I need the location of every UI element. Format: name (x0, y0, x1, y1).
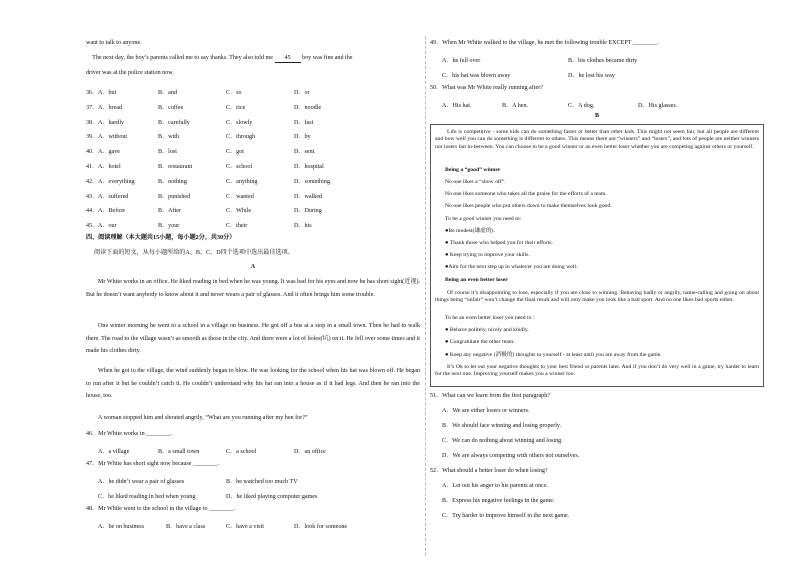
cloze-option-c[interactable]: C．got (226, 149, 244, 156)
q50-stem: 50．What was Mr White really running after? (430, 85, 543, 91)
cloze-option-b[interactable]: B．lost (158, 149, 177, 156)
good-winner-line: ● Thank those who helped you for their efforts. (445, 240, 553, 246)
good-winner-line: No one likes someone who takes all the praise for the efforts of a team. (445, 191, 607, 198)
q46-options (86, 446, 420, 454)
driver-line: driver was at the police station now. (86, 70, 174, 76)
q49-stem: 49．When Mr White walked to the village, he met the following trouble EXCEPT ________. (430, 40, 659, 46)
section-heading: 四、阅读理解（本大题共15小题，每小题2分，共30分） (86, 235, 236, 241)
column-divider (425, 36, 426, 556)
cloze-number: 43． (86, 193, 99, 200)
q52-option-b[interactable]: B．Express his negative feelings in the game. (442, 498, 555, 504)
q52-option-a[interactable]: A．Let out his anger to his parents at once. (442, 483, 549, 489)
q50-options (430, 100, 766, 108)
cloze-option-c[interactable]: C．school (226, 164, 253, 170)
cloze-row (86, 191, 420, 199)
cloze-row (86, 146, 420, 154)
good-winner-line: No one likes people who put others down to make themselves look good. (445, 203, 612, 210)
next-day-line: The next day, the boy’s parents called me to say thanks. They also told me 45 boy was fine and the (86, 55, 352, 63)
q50-option-a[interactable]: A．His hat. (442, 103, 472, 109)
better-loser-para: Of course it’s disappointing to lose, especially if you are close to winning. Behaving badly or angrily, name-calling and going on about things being “unfair” won’t change the final result and will only make you look like a bad sport. And no one likes bad sports either. (435, 290, 759, 304)
better-loser-line: ● Congratulate the other team. (445, 339, 515, 346)
good-winner-line: ●Be modest(谦虚的). (445, 227, 495, 234)
q50-option-b[interactable]: B．A hen. (502, 103, 529, 109)
cloze-number: 40． (86, 149, 99, 156)
good-winner-line: No one likes a “show off”. (445, 179, 506, 185)
cloze-option-c[interactable]: C．anything (226, 178, 258, 185)
cloze-option-d[interactable]: D．by (294, 134, 311, 141)
cloze-option-b[interactable]: B．restaurant (158, 164, 193, 170)
q48-options (86, 521, 420, 529)
cloze-option-a[interactable]: A．suffered (98, 193, 129, 200)
cloze-option-d[interactable]: D．hospital (294, 164, 324, 170)
good-winner-heading: Being a “good” winner (445, 167, 501, 173)
q46-option-b[interactable]: B．a small town (158, 449, 200, 455)
q52-option-c[interactable]: C．Try harder to improve himself in the next game. (442, 513, 570, 519)
cloze-option-a[interactable]: A．gave (98, 149, 120, 156)
q51-option-d[interactable]: D．We are always competing with others not ourselves. (442, 453, 580, 459)
cloze-option-a[interactable]: A．without (98, 134, 128, 141)
cloze-row (86, 161, 420, 169)
cloze-option-b[interactable]: B．your (158, 223, 180, 230)
q46-option-a[interactable]: A．a village (98, 449, 130, 455)
cloze-option-d[interactable]: D．his (294, 223, 312, 230)
cloze-option-b[interactable]: B．with (158, 134, 179, 141)
q49-option-d[interactable]: D．he lost his way (568, 73, 615, 79)
q49-option-b[interactable]: B．his clothes became dirty (568, 58, 638, 64)
cloze-option-b[interactable]: B．nothing (158, 178, 187, 185)
cloze-option-b[interactable]: B．carefully (158, 119, 190, 126)
cloze-option-d[interactable]: D．sent (294, 149, 315, 156)
better-loser-line: ● Behave politely, nicely and kindly. (445, 327, 529, 334)
passage-b-intro: Life is competitive - some kids can do something faster or better than other kids. This might not seem fair, but all people are different and how well you can do something is different to others. This means there are “winners” and “losers”, and lots of people are neither winners nor losers but in-between. You can choose to be a good winner or an even better loser whether you are competing against others or yourself. (435, 129, 759, 150)
q48-option-d[interactable]: D．look for someone (294, 524, 348, 530)
q46-option-d[interactable]: D．an office (294, 449, 326, 455)
passage-a-letter: A (250, 264, 256, 270)
cloze-number: 37． (86, 104, 99, 111)
passage-b-box (430, 124, 764, 387)
cloze-option-c[interactable]: C．While (226, 208, 252, 215)
cloze-number: 36． (86, 90, 99, 96)
cloze-row (86, 87, 420, 95)
intro-line: want to talk to anyone. (86, 40, 142, 46)
q48-stem: 48．Mr White went to the school in the village to ________. (86, 506, 235, 512)
good-winner-line: ●Aim for the next step up in whatever you are doing well. (445, 264, 578, 271)
q49-options-row1 (430, 55, 766, 63)
q49-options-row2 (430, 70, 766, 78)
q47-option-c[interactable]: C．he liked reading in bed when young (98, 494, 196, 500)
passage-a-para-3: When he got to the village, the wind suddenly began to blow. He was looking for the school when his hat was blown off. He began to run after it but he couldn’t catch it. He couldn’t understand why his hat ran into a house as if it had legs. And then he ran into the house, too. (86, 368, 420, 399)
cloze-option-b[interactable]: B．coffee (158, 104, 184, 111)
cloze-row (86, 102, 420, 110)
cloze-option-a[interactable]: A．but (98, 90, 117, 96)
cloze-option-d[interactable]: D．During (294, 208, 322, 215)
cloze-option-a[interactable]: A．bread (98, 104, 123, 111)
q51-option-b[interactable]: B．We should face winning and losing properly. (442, 423, 562, 429)
cloze-row (86, 176, 420, 184)
section-instruction: 阅读下面的短文，从每小题所给的A、B、C、D四个选项中选出最佳选项。 (94, 250, 294, 256)
q50-option-c[interactable]: C．A dog. (568, 103, 595, 109)
cloze-row (86, 117, 420, 125)
cloze-option-d[interactable]: D．fast (294, 119, 314, 126)
cloze-option-b[interactable]: B．After (158, 208, 182, 215)
passage-a-para-4: A woman stopped him and shouted angrily, “What are you running after my hen for?” (98, 415, 308, 421)
cloze-option-c[interactable]: C．so (226, 90, 242, 96)
cloze-number: 41． (86, 164, 99, 170)
cloze-row (86, 220, 420, 228)
cloze-option-d[interactable]: D．something (294, 178, 330, 185)
blank-45[interactable]: 45 (275, 55, 301, 63)
cloze-number: 42． (86, 178, 99, 185)
q49-option-c[interactable]: C．his hat was blown away (442, 73, 511, 79)
cloze-number: 38． (86, 119, 99, 126)
q47-stem: 47．Mr White has short sight now because ________. (86, 461, 219, 467)
cloze-option-a[interactable]: A．our (98, 223, 117, 230)
q48-option-b[interactable]: B．have a class (166, 524, 206, 530)
better-loser-heading: Being an even better loser (445, 277, 508, 283)
q48-option-a[interactable]: A．be on business (98, 524, 145, 530)
cloze-number: 44． (86, 208, 99, 215)
better-loser-line: To be an even better loser you need to : (445, 315, 535, 321)
cloze-option-c[interactable]: C．slowly (226, 119, 253, 126)
cloze-option-b[interactable]: B．punished (158, 193, 191, 200)
cloze-option-a[interactable]: A．hotel (98, 164, 121, 170)
passage-a-para-2: One winter morning he went to a school in a village on business. He got off a bus at a stop in a small town. Then he had to walk there. The road to the village wasn’t as smooth as those in the city. And there were a lot of holes(坑) on it. He fell over some times and it made his clothes dirty. (86, 323, 420, 354)
cloze-number: 45． (86, 223, 99, 230)
q47-option-b[interactable]: B．he watched too much TV (226, 479, 298, 485)
q46-stem: 46．Mr White works in ________. (86, 431, 173, 437)
passage-b-letter: B (594, 113, 600, 119)
q51-option-c[interactable]: C．We can do nothing about winning and losing. (442, 438, 563, 444)
better-loser-line: ● Keep any negative (消极的) thoughts to yourself - at least until you are away from the game. (445, 351, 662, 358)
cloze-option-a[interactable]: A．everything (98, 178, 135, 185)
good-winner-line: ● Keep trying to improve your skills. (445, 252, 530, 259)
cloze-option-a[interactable]: A．hardly (98, 119, 125, 126)
cloze-option-c[interactable]: C．wanted (226, 193, 254, 200)
cloze-option-c[interactable]: C．through (226, 134, 256, 141)
good-winner-line: To be a good winner you need to: (445, 215, 522, 222)
q51-option-a[interactable]: A．We are either losers or winners. (442, 408, 530, 414)
cloze-option-d[interactable]: D．noodle (294, 104, 322, 111)
cloze-option-c[interactable]: C．their (226, 223, 248, 230)
cloze-option-d[interactable]: D．walked (294, 193, 323, 200)
q51-stem: 51．What can we learn from the first paragraph? (430, 393, 550, 399)
q49-option-a[interactable]: A．he fell over (442, 58, 481, 64)
q47-options-row1 (86, 476, 420, 484)
q46-option-c[interactable]: C．a school (226, 449, 257, 455)
passage-b-closing: It’s Ok to let out your negative thoughts to your best friend or parents later. And if you don’t do very well in a game, try harder to learn for the next one. Improving yourself makes you a winner too. (435, 364, 759, 378)
cloze-option-a[interactable]: A．Before (98, 208, 126, 215)
cloze-row (86, 205, 420, 213)
passage-a-para-1: Mr White works in an office. He liked reading in bed when he was young. It was bad for his eyes and now he has short sight(近视). But he doesn’t want anybody to know about it and never wears a pair of glasses. And it often brings him some trouble. (86, 279, 420, 298)
q47-options-row2 (86, 491, 420, 499)
cloze-number: 39． (86, 134, 99, 141)
q52-stem: 52．What should a better loser do when losing? (430, 468, 548, 474)
q47-option-d[interactable]: D．he liked playing computer games (226, 494, 318, 500)
cloze-row (86, 131, 420, 139)
q50-option-d[interactable]: D．His glasses. (638, 103, 678, 109)
q48-option-c[interactable]: C．have a visit (226, 524, 264, 530)
q47-option-a[interactable]: A．he didn’t wear a pair of glasses (98, 479, 185, 485)
cloze-option-d[interactable]: D．or (294, 90, 310, 96)
cloze-option-b[interactable]: B．and (158, 90, 177, 96)
cloze-option-c[interactable]: C．rice (226, 104, 246, 111)
